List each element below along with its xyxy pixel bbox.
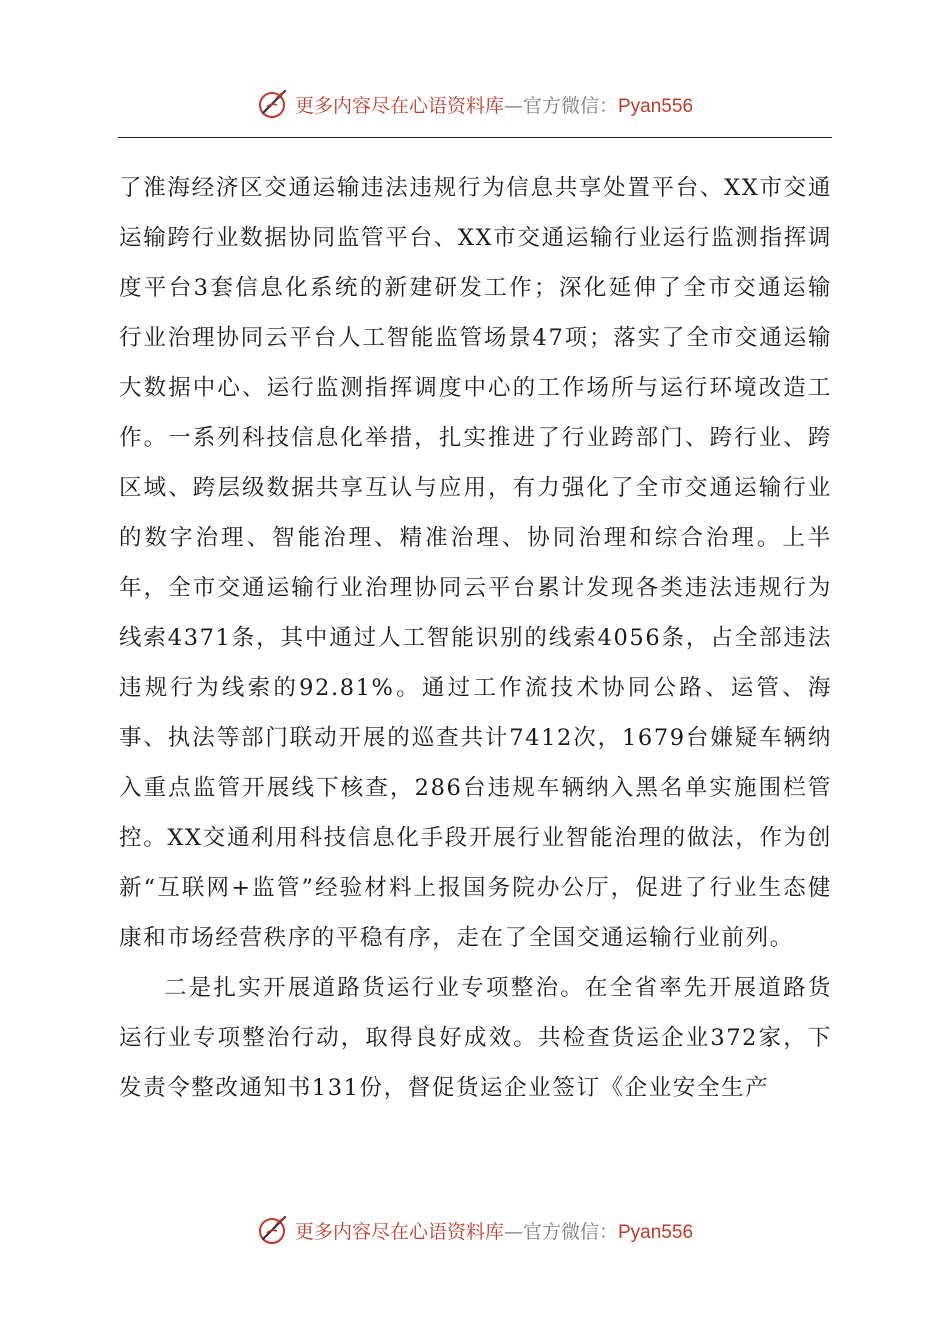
header-brand: 更多内容尽在心语资料库 [294, 94, 504, 117]
footer-dash: — [503, 1220, 523, 1243]
footer-brand: 更多内容尽在心语资料库 [294, 1220, 504, 1243]
header-dash: — [503, 94, 523, 117]
paragraph-1: 了淮海经济区交通运输违法违规行为信息共享处置平台、XX市交通运输跨行业数据协同监管平台、XX市交通运输行业运行监测指挥调度平台3套信息化系统的新建研发工作；深化延伸了全市交通运输行业治理协同云平台人工智能监管场景47项；落实了全市交通运输大数据中心、运行监测指挥调度中心的工作场所与运行环境改造工作。一系列科技信息化举措，扎实推进了行业跨部门、跨行业、跨区域、跨层级数据共享互认与应用，有力强化了全市交通运输行业的数字治理、智能治理、精准治理、协同治理和综合治理。上半年，全市交通运输行业治理协同云平台累计发现各类违法违规行为线索4371条，其中通过人工智能识别的线索4056条，占全部违法违规行为线索的92.81%。通过工作流技术协同公路、运管、海事、执法等部门联动开展的巡查共计7412次，1679台嫌疑车辆纳入重点监管开展线下核查，286台违规车辆纳入黑名单实施围栏管控。XX交通利用科技信息化手段开展行业智能治理的做法，作为创新“互联网+监管”经验材料上报国务院办公厅，促进了行业生态健康和市场经营秩序的平稳有序，走在了全国交通运输行业前列。 [119, 175, 832, 951]
footer-wechat-id: Pyan556 [618, 1221, 694, 1243]
header-divider [118, 137, 832, 138]
header-wechat-id: Pyan556 [618, 95, 694, 117]
paragraph-2: 二是扎实开展道路货运行业专项整治。在全省率先开展道路货运行业专项整治行动，取得良好成效。共检查货运企业372家，下发责令整改通知书131份，督促货运企业签订《企业安全生产 [119, 975, 832, 1101]
header-banner-text [295, 91, 693, 118]
footer-banner-text [295, 1217, 693, 1244]
header-official-label: 官方微信： [522, 94, 618, 117]
document-body [119, 163, 832, 1113]
quill-logo-icon [257, 87, 291, 121]
footer-official-label: 官方微信： [522, 1220, 618, 1243]
header-banner [0, 84, 950, 124]
footer-banner [0, 1210, 950, 1250]
quill-logo-icon [257, 1213, 291, 1247]
